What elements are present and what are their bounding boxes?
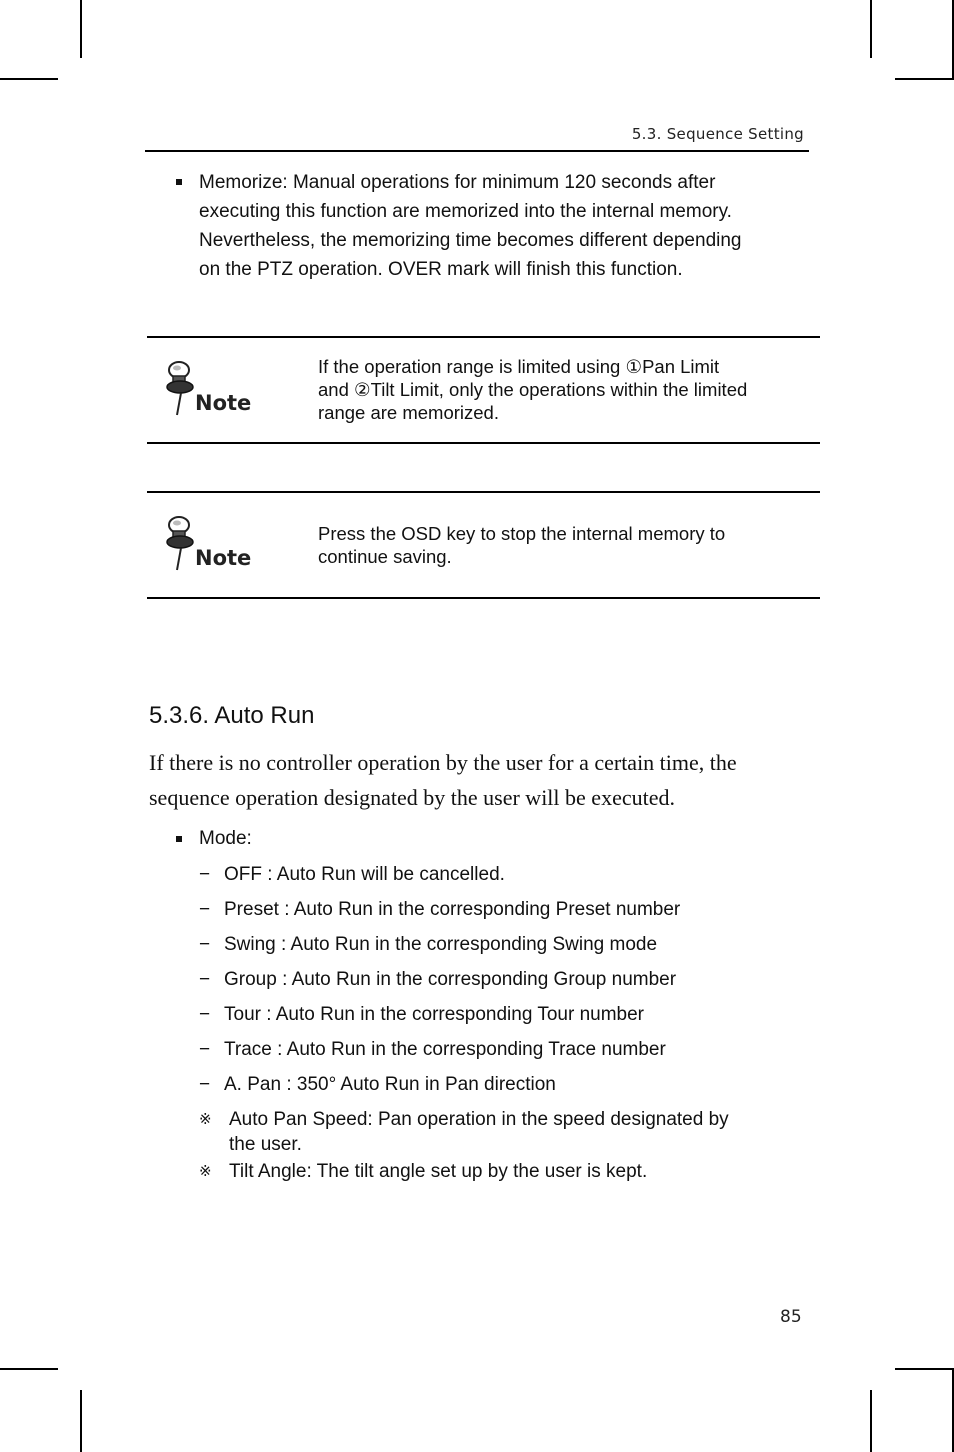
header-rule bbox=[145, 150, 809, 152]
remark bbox=[199, 1107, 799, 1157]
text-line: and ②Tilt Limit, only the operations within the limited bbox=[318, 379, 748, 400]
dash-bullet: − bbox=[199, 1004, 211, 1025]
bullet-icon bbox=[176, 836, 182, 842]
note-text bbox=[318, 522, 818, 568]
mode-list bbox=[199, 857, 819, 1102]
page-number: 85 bbox=[780, 1307, 802, 1327]
list-item-text: Trace : Auto Run in the corresponding Trace number bbox=[224, 1039, 666, 1060]
dash-bullet: − bbox=[199, 899, 211, 920]
dash-bullet: − bbox=[199, 864, 211, 885]
text-line: executing this function are memorized into the internal memory. bbox=[199, 201, 732, 222]
note-bottom-rule bbox=[147, 597, 820, 599]
section-header: 5.3. Sequence Setting bbox=[631, 125, 804, 143]
note-top-rule bbox=[147, 336, 820, 338]
mode-label: Mode: bbox=[199, 828, 252, 849]
dash-bullet: − bbox=[199, 1039, 211, 1060]
text-line: range are memorized. bbox=[318, 402, 499, 423]
note-top-rule bbox=[147, 491, 820, 493]
list-item bbox=[199, 927, 819, 962]
text-line: If the operation range is limited using ①Pan Limit bbox=[318, 356, 720, 377]
crop-mark bbox=[870, 1390, 872, 1452]
crop-mark bbox=[895, 78, 954, 80]
list-item-text: Group : Auto Run in the corresponding Group number bbox=[224, 969, 677, 990]
dash-bullet: − bbox=[199, 969, 211, 990]
list-item-text: Tour : Auto Run in the corresponding Tour number bbox=[224, 1004, 645, 1025]
list-item bbox=[199, 1067, 819, 1102]
text-line: Tilt Angle: The tilt angle set up by the user is kept. bbox=[229, 1161, 648, 1182]
note-box bbox=[160, 515, 270, 575]
crop-mark bbox=[0, 78, 58, 80]
reference-mark-icon: ※ bbox=[199, 1110, 212, 1128]
dash-bullet: − bbox=[199, 934, 211, 955]
note-label: Note bbox=[195, 546, 252, 570]
text-line: sequence operation designated by the user will be executed. bbox=[149, 785, 675, 810]
text-line: Nevertheless, the memorizing time becomes different depending bbox=[199, 230, 742, 251]
crop-mark bbox=[0, 1368, 58, 1370]
reference-mark-icon: ※ bbox=[199, 1162, 212, 1180]
memorize-paragraph bbox=[199, 168, 819, 284]
remark bbox=[199, 1159, 799, 1184]
list-item bbox=[199, 962, 819, 997]
list-item-text: Swing : Auto Run in the corresponding Swing mode bbox=[224, 934, 658, 955]
note-label: Note bbox=[195, 391, 252, 415]
intro-paragraph bbox=[149, 745, 829, 815]
list-item bbox=[199, 857, 819, 892]
list-item bbox=[199, 892, 819, 927]
list-item bbox=[199, 1032, 819, 1067]
list-item-text: OFF : Auto Run will be cancelled. bbox=[224, 864, 505, 885]
text-line: continue saving. bbox=[318, 546, 452, 567]
list-item-text: Preset : Auto Run in the corresponding Preset number bbox=[224, 899, 681, 920]
text-line: Press the OSD key to stop the internal memory to bbox=[318, 523, 726, 544]
list-item-text: A. Pan : 350° Auto Run in Pan direction bbox=[224, 1074, 556, 1095]
text-line: on the PTZ operation. OVER mark will finish this function. bbox=[199, 259, 683, 280]
bullet-icon bbox=[176, 179, 182, 185]
crop-mark bbox=[80, 0, 82, 58]
text-line: Auto Pan Speed: Pan operation in the speed designated by bbox=[229, 1109, 729, 1130]
crop-mark bbox=[895, 1368, 954, 1370]
note-text bbox=[318, 355, 818, 424]
text-line: Memorize: Manual operations for minimum 120 seconds after bbox=[199, 172, 716, 193]
list-item bbox=[199, 997, 819, 1032]
crop-mark bbox=[80, 1390, 82, 1452]
text-line: If there is no controller operation by the user for a certain time, the bbox=[149, 750, 737, 775]
crop-mark bbox=[870, 0, 872, 58]
section-heading: 5.3.6. Auto Run bbox=[149, 702, 315, 729]
dash-bullet: − bbox=[199, 1074, 211, 1095]
note-box bbox=[160, 360, 270, 420]
note-bottom-rule bbox=[147, 442, 820, 444]
text-line: the user. bbox=[229, 1134, 302, 1155]
